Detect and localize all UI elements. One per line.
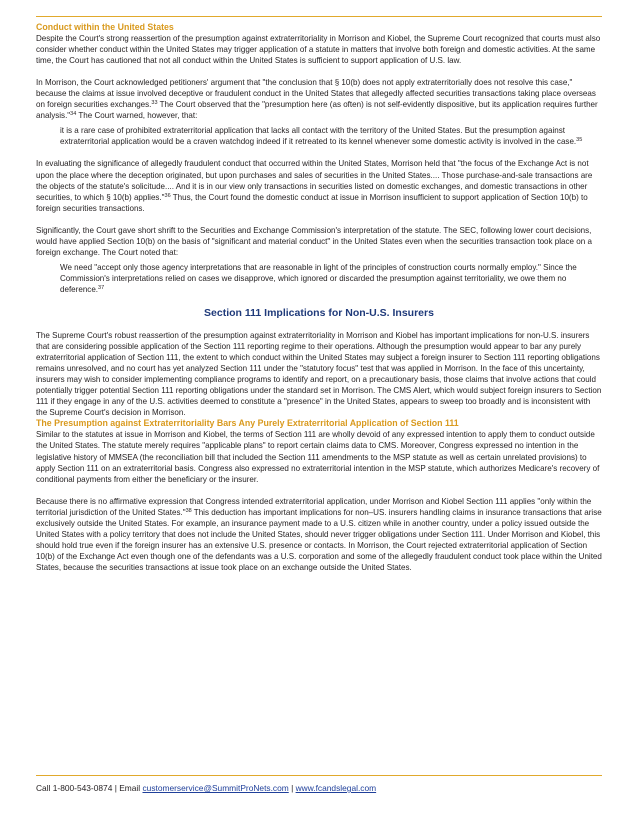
footer-website-link[interactable]: www.fcandslegal.com [295, 783, 377, 793]
footnote-34: 34 [70, 111, 77, 118]
conduct-paragraph-4: Significantly, the Court gave short shrift to the Securities and Exchange Commission's interpretation of the statute. The SEC, following lower court decisions, would have applied Section 10(b) on the basis of "significant and material conduct" in the United States even when the securities transaction took place on a foreign exchange. The Court noted that: [36, 225, 592, 257]
block-quote-2: We need "accept only those agency interpretations that are reasonable in light of the principles of construction courts normally employ." Since the Commission's interpretations relied on cases we disapprove, which ignored or discarded the presumption against territoriality, we owe them no deference.$^{37}$ [60, 262, 577, 294]
footer-phone: Call 1-800-543-0874 [36, 783, 113, 793]
footer [36, 783, 376, 794]
footer-separator: | [114, 783, 117, 793]
section-paragraph-2: Similar to the statutes at issue in Morrison and Kiobel, the terms of Section 111 are wholly devoid of any expressed intention to apply them to conduct outside the United States. The statute merely requires "applicable plans" to report certain claims data to CMS. Moreover, Congress expressed no intention in the legislative history of MMSEA (the reconciliation bill that included the Section 111 amendments to the MSP statute as well as certain unrelated provisions) to apply Section 111 on an extraterritorial basis. Congress also expressed no extraterritorial intention in the MSP statute, which authorizes Medicare's recovery of conditional payments from either the beneficiary or the insurer. [36, 430, 600, 484]
conduct-paragraph-2: In Morrison, the Court acknowledged petitioners' argument that "the conclusion that § 10(b) does not apply extraterritorially does not resolve this case," because the claims at issue involved deceptive or fraudulent conduct in the United States that allegedly affected securities transactions taking place overseas on foreign securities exchanges.$^{33}$ The Court observed that the "presumption here (as often) is not self-evidently dispositive, but its application requires further analysis."$^{34}$ The Court warned, however, that: [36, 78, 598, 121]
section-title: Section 111 Implications for Non-U.S. Insurers [204, 306, 434, 319]
footnote-36: 36 [164, 192, 171, 199]
conduct-paragraph-1: Despite the Court's strong reassertion of the presumption against extraterritoriality in Morrison and Kiobel, the Supreme Court recognized that courts must also consider whether conduct within the United States may trigger application of a statute in matters that involve both foreign and domestic activities. At the same time, the Court has cautioned that not all conduct within the United States is sufficient to support application of U.S. law. [36, 34, 601, 66]
page-body [36, 22, 602, 573]
footer-email-link[interactable]: customerservice@SummitProNets.com [142, 783, 289, 793]
footnote-38: 38 [185, 507, 192, 514]
footnote-37: 37 [98, 284, 105, 291]
footer-separator: | [291, 783, 294, 793]
conduct-paragraph-3: In evaluating the significance of allegedly fraudulent conduct that occurred within the United States, Morrison held that "the focus of the Exchange Act is not upon the place where the deception originated, but upon purchases and sales of securities in the United States.... Those purchase-and-sale transactions are the objects of the statute's solicitude.... And it is in our view only transactions in securities listed on domestic exchanges, and domestic transactions in other securities, to which § 10(b) applies."$^{36}$ Thus, the Court found the domestic conduct at issue in Morrison insufficient to support application of Section 10(b) to foreign securities transactions. [36, 159, 593, 213]
footnote-35: 35 [576, 137, 583, 144]
conduct-heading: Conduct within the United States [36, 22, 174, 32]
section-paragraph-1: The Supreme Court's robust reassertion of the presumption against extraterritoriality in Morrison and Kiobel has important implications for non-U.S. insurers that are considering possible application of the Section 111 reporting regime to their operations. Although the presumption would appear to bar any purely extraterritorial application of Section 111, the extent to which conduct within the United States may subject a foreign insurer to Section 111 reporting obligations remains unresolved, and no court has yet analyzed Section 111 under the "statutory focus" test that was applied in Morrison. In the face of this uncertainty, insurers may wish to consider implementing compliance programs to identify and report, on a precautionary basis, those claims that involve actions that could potentially trigger potential Section 111 reporting obligations under the standard set in Morrison. The CMS Alert, which would subject foreign insurers to Section 111 if they engage in any of the U.S. activities deemed to constitute a "presence" in the United States, appears to sweep too broadly and is inconsistent with the Supreme Court's decision in Morrison. [36, 330, 602, 418]
block-quote-1: it is a rare case of prohibited extraterritorial application that lacks all contact with the territory of the United States. But the presumption against extraterritorial application would be a craven watchdog indeed if it retreated to its kennel whenever some domestic activity is involved in the case.$^{35}$ [60, 126, 583, 147]
top-rule [36, 16, 602, 17]
presumption-heading: The Presumption against Extraterritoriality Bars Any Purely Extraterritorial Application of Section 111 [36, 418, 459, 429]
footer-rule [36, 775, 602, 776]
section-paragraph-3: Because there is no affirmative expression that Congress intended extraterritorial application, under Morrison and Kiobel Section 111 applies "only within the territorial jurisdiction of the United States."$^{38}$ This deduction has important implications for non–US. insurers handling claims in insurance transactions that arise exclusively outside the United States. For example, an insurance payment made to a U.S. citizen while in another country, under a policy issued outside the United States with a policy territory that does not include the United States, should never trigger obligations under Section 111. Under Morrison and Kiobel, this should hold true even if the foreign insurer has an extensive U.S. presence or contacts. In Morrison, the Court rejected extraterritorial application of Section 10(b) of the Exchange Act even though one of the defendants was a U.S. corporation and some of the allegedly fraudulent conduct took place within the United States, because the securities transactions at issue took place on an exchange outside the United States. [36, 496, 602, 572]
footnote-33: 33 [151, 100, 158, 107]
footer-email-label: Email [119, 783, 141, 793]
